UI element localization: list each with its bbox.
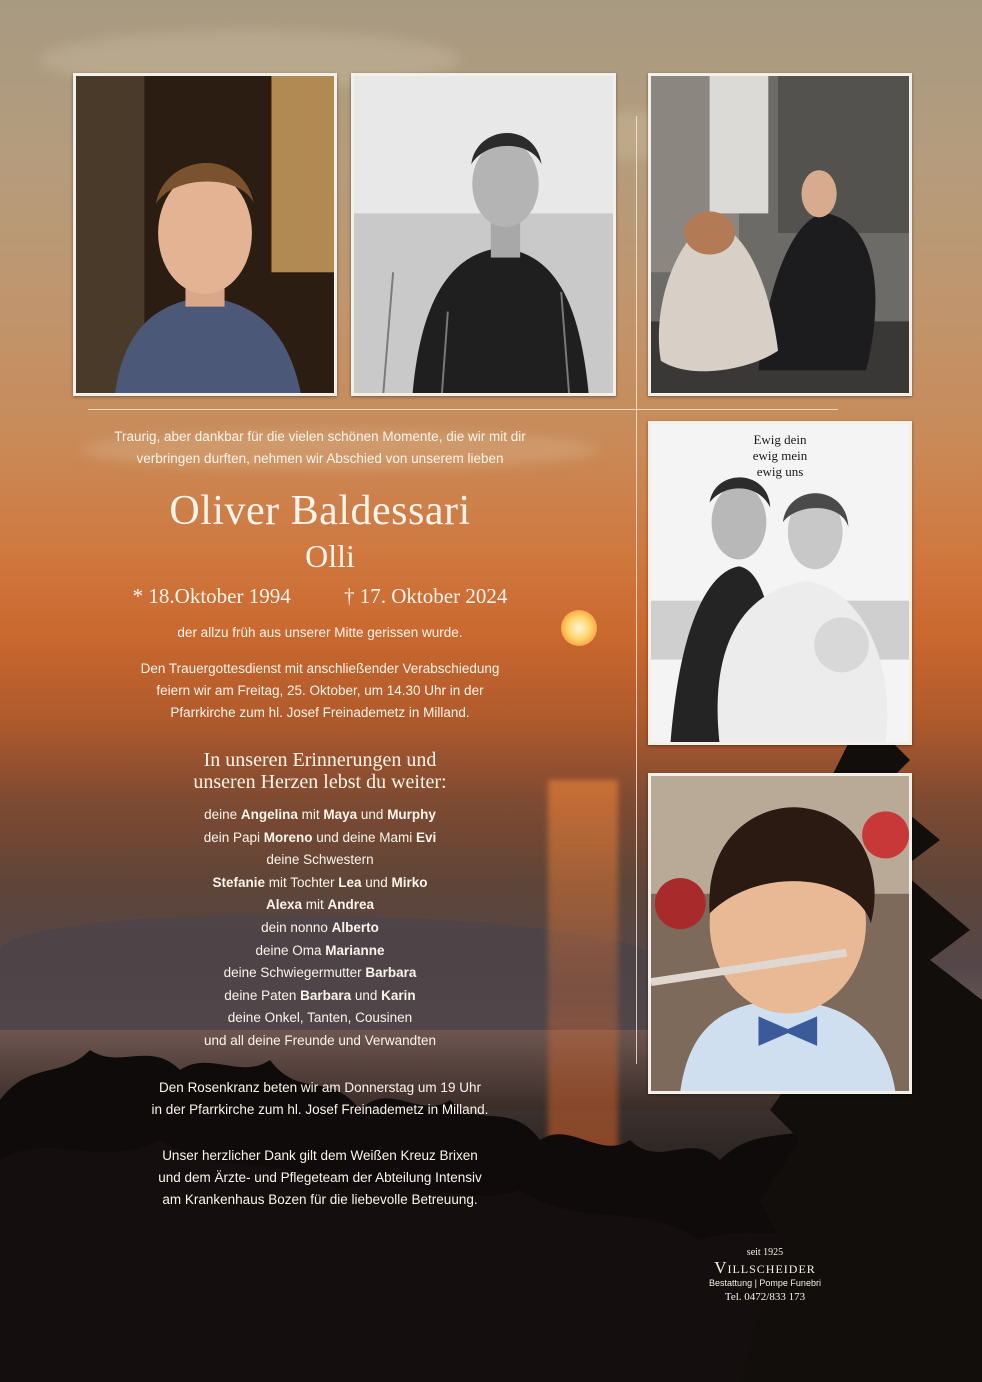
logo-brand: Villscheider [714,1258,816,1277]
service-info [0,658,640,724]
deceased-name: Oliver Baldessari [169,488,471,534]
intro-line: verbringen durften, nehmen wir Abschied von unserem lieben [136,451,504,466]
death-date: † 17. Oktober 2024 [344,584,508,608]
photo-caption [651,432,909,480]
photo-suit-bw [351,73,616,396]
family-line: deine Schwestern [266,852,374,868]
thanks-note [0,1145,640,1211]
photo-couple [648,421,912,745]
caption-line: Ewig dein [753,432,807,447]
gone-line: der allzu früh aus unserer Mitte gerissen wurde. [177,625,463,640]
caption-line: ewig uns [756,464,804,479]
family-line: deine Paten Barbara und Karin [224,987,416,1003]
service-line: feiern wir am Freitag, 25. Oktober, um 14.30 Uhr in der [156,683,484,698]
photo-portrait-young [73,73,337,396]
rosary-line: in der Pfarrkirche zum hl. Josef Freinademetz in Milland. [151,1102,489,1117]
family-line: dein nonno Alberto [261,919,379,935]
family-line: dein Papi Moreno und deine Mami Evi [203,829,437,845]
intro-line: Traurig, aber dankbar für die vielen schönen Momente, die wir mit dir [114,429,526,444]
family-line: und all deine Freunde und Verwandten [204,1032,436,1048]
divider-horizontal [88,409,838,410]
family-line: deine Oma Marianne [255,942,385,958]
family-line: Stefanie mit Tochter Lea und Mirko [212,874,428,890]
birth-date: * 18.Oktober 1994 [132,584,291,608]
rosary-line: Den Rosenkranz beten wir am Donnerstag um 19 Uhr [159,1080,481,1095]
undertaker-logo [690,1247,840,1303]
nickname: Olli [305,538,355,574]
thanks-line: am Krankenhaus Bozen für die liebevolle Betreuung. [162,1192,478,1207]
logo-since: seit 1925 [746,1247,784,1258]
intro-text [0,426,640,470]
family-list [0,804,640,1053]
memory-line: In unseren Erinnerungen und [203,749,437,771]
rosary-info [0,1077,640,1121]
life-dates [0,584,640,609]
service-line: Pfarrkirche zum hl. Josef Freinademetz in Milland. [170,705,470,720]
memory-line: unseren Herzen lebst du weiter: [193,771,447,793]
photo-dog [648,73,912,396]
service-line: Den Trauergottesdienst mit anschließender Verabschiedung [140,661,500,676]
thanks-line: und dem Ärzte- und Pflegeteam der Abteilung Intensiv [158,1170,482,1185]
caption-line: ewig mein [752,448,808,463]
family-line: deine Schwiegermutter Barbara [223,965,417,981]
family-line: deine Angelina mit Maya und Murphy [204,807,436,822]
thanks-line: Unser herzlicher Dank gilt dem Weißen Kreuz Brixen [162,1148,478,1163]
family-line: Alexa mit Andrea [265,897,375,913]
family-line: deine Onkel, Tanten, Cousinen [227,1010,413,1026]
logo-subtitle: Bestattung | Pompe Funebri [709,1278,821,1288]
memory-heading [0,749,640,793]
logo-phone: Tel. 0472/833 173 [724,1291,806,1303]
photo-child [648,773,912,1094]
